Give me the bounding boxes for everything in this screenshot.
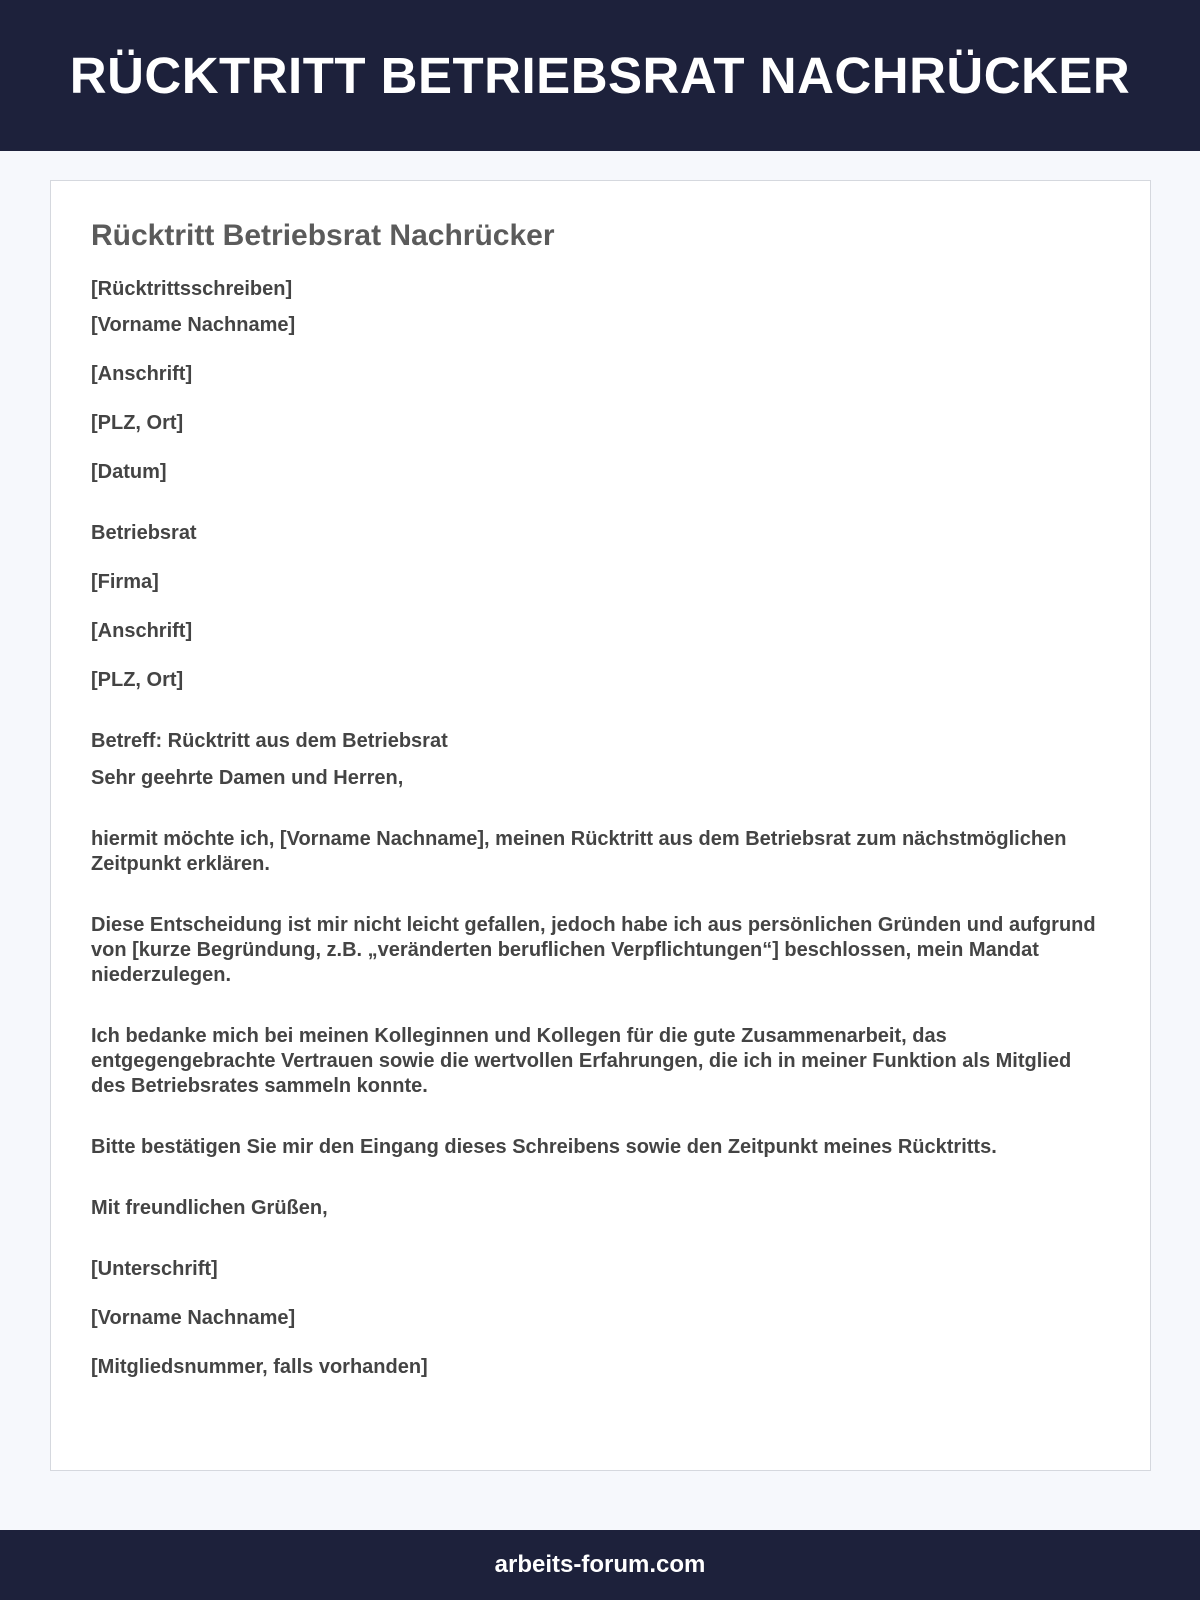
- recipient-company: [Firma]: [91, 571, 159, 593]
- signer-name: [Vorname Nachname]: [91, 1307, 296, 1329]
- recipient-address: [Anschrift]: [91, 620, 193, 642]
- letter-paragraph: Ich bedanke mich bei meinen Kolleginnen und Kollegen für die gute Zusammenarbeit, das entgegengebrachte Vertrauen sowie die wertvollen Erfahrungen, die ich in meiner Funktion als Mitglied des Betriebsrates sammeln konnte.: [91, 1025, 1072, 1097]
- page-footer: [0, 1530, 1200, 1600]
- member-number: [Mitgliedsnummer, falls vorhanden]: [91, 1356, 428, 1378]
- recipient-city: [PLZ, Ort]: [91, 669, 184, 691]
- document-label: [Rücktrittsschreiben]: [91, 278, 293, 300]
- footer-site-link[interactable]: arbeits-forum.com: [494, 1551, 706, 1578]
- letter-paragraph: Diese Entscheidung ist mir nicht leicht gefallen, jedoch habe ich aus persönlichen Gründen und aufgrund von [kurze Begründung, z.B. „veränderten beruflichen Verpflichtungen“] beschlossen, mein Mandat niederzulegen.: [91, 914, 1096, 986]
- page-title: RÜCKTRITT BETRIEBSRAT NACHRÜCKER: [69, 47, 1131, 104]
- document-title: Rücktritt Betriebsrat Nachrücker: [91, 219, 555, 252]
- letter-salutation: Sehr geehrte Damen und Herren,: [91, 767, 404, 789]
- page-header: [0, 0, 1200, 151]
- recipient-name: Betriebsrat: [91, 522, 197, 544]
- letter-paragraph: hiermit möchte ich, [Vorname Nachname], meinen Rücktritt aus dem Betriebsrat zum nächstmöglichen Zeitpunkt erklären.: [91, 828, 1067, 875]
- sender-address: [Anschrift]: [91, 363, 193, 385]
- letter-subject: Betreff: Rücktritt aus dem Betriebsrat: [91, 730, 448, 752]
- sender-city: [PLZ, Ort]: [91, 412, 184, 434]
- sender-name: [Vorname Nachname]: [91, 314, 296, 336]
- letter-paragraph: Bitte bestätigen Sie mir den Eingang dieses Schreibens sowie den Zeitpunkt meines Rücktritts.: [91, 1136, 997, 1158]
- signature-placeholder: [Unterschrift]: [91, 1258, 218, 1280]
- letter-card: [50, 180, 1151, 1471]
- letter-closing: Mit freundlichen Grüßen,: [91, 1197, 328, 1219]
- letter-date: [Datum]: [91, 461, 167, 483]
